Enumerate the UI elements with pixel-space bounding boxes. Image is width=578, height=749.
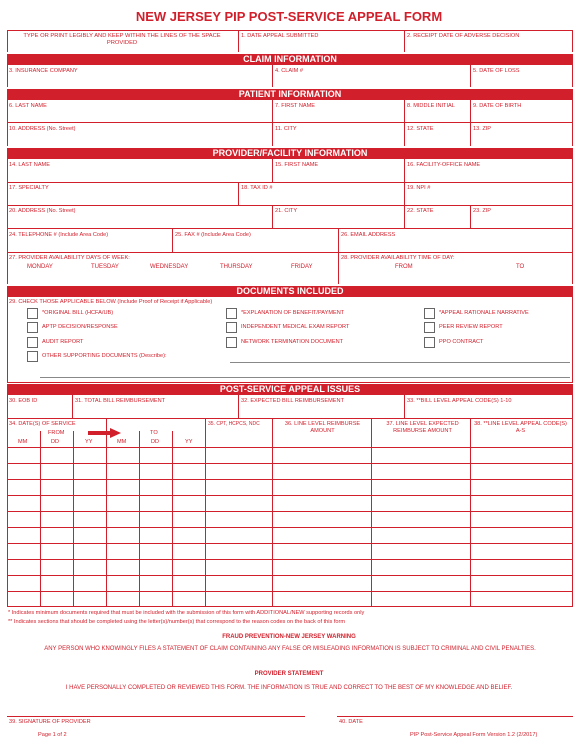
aptp-label: APTP DECISION/RESPONSE bbox=[42, 324, 118, 330]
patient-last-name-field[interactable]: 6. LAST NAME bbox=[9, 103, 47, 109]
availability-days-label: 27. PROVIDER AVAILABILITY DAYS OF WEEK: bbox=[9, 255, 130, 261]
ppo-contract-checkbox[interactable] bbox=[424, 337, 435, 348]
date-of-loss-field[interactable]: 5. DATE OF LOSS bbox=[473, 68, 520, 74]
time-to-field[interactable]: TO bbox=[516, 264, 525, 270]
col-line-appeal-codes: 38. **LINE LEVEL APPEAL CODE(S) A-S bbox=[474, 421, 567, 434]
form-version: PIP Post-Service Appeal Form Version 1.2 (2/2017) bbox=[410, 732, 538, 738]
receipt-date-field[interactable]: 2. RECEIPT DATE OF ADVERSE DECISION bbox=[407, 33, 520, 39]
eob-label: *EXPLANATION OF BENEFIT/PAYMENT bbox=[241, 310, 345, 316]
facility-office-name-field[interactable]: 16. FACILITY-OFFICE NAME bbox=[407, 162, 481, 168]
col-cpt-hcpcs-ndc: 35. CPT, HCPCS, NDC bbox=[208, 421, 260, 427]
day-wednesday[interactable]: WEDNESDAY bbox=[150, 264, 189, 270]
provider-address-field[interactable]: 20. ADDRESS (No. Street) bbox=[9, 208, 76, 214]
eob-checkbox[interactable] bbox=[226, 308, 237, 319]
table-row[interactable] bbox=[7, 463, 573, 464]
signature-line[interactable] bbox=[7, 716, 305, 717]
other-documents-line-2[interactable] bbox=[40, 377, 570, 378]
col-to-mm: MM bbox=[117, 439, 127, 445]
form-title: NEW JERSEY PIP POST-SERVICE APPEAL FORM bbox=[135, 9, 443, 24]
other-documents-checkbox[interactable] bbox=[27, 351, 38, 362]
provider-info-header: PROVIDER/FACILITY INFORMATION bbox=[7, 148, 573, 159]
table-row[interactable] bbox=[7, 495, 573, 496]
table-row[interactable] bbox=[7, 559, 573, 560]
appeal-issues-header: POST-SERVICE APPEAL ISSUES bbox=[7, 384, 573, 395]
col-from-mm: MM bbox=[18, 439, 28, 445]
patient-info-header: PATIENT INFORMATION bbox=[7, 89, 573, 100]
availability-time-label: 28. PROVIDER AVAILABILITY TIME OF DAY: bbox=[341, 255, 455, 261]
to-label: TO bbox=[150, 430, 158, 436]
peer-review-label: PEER REVIEW REPORT bbox=[439, 324, 503, 330]
table-row[interactable] bbox=[7, 591, 573, 592]
appeal-rationale-checkbox[interactable] bbox=[424, 308, 435, 319]
day-thursday[interactable]: THURSDAY bbox=[220, 264, 253, 270]
dates-of-service-label: 34. DATE(S) OF SERVICE bbox=[9, 421, 76, 427]
col-to-yy: YY bbox=[185, 439, 193, 445]
claim-number-field[interactable]: 4. CLAIM # bbox=[275, 68, 303, 74]
other-documents-line-1[interactable] bbox=[230, 362, 570, 363]
table-row[interactable] bbox=[7, 543, 573, 544]
col-line-reimburse-amount: 36. LINE LEVEL REIMBURSE AMOUNT bbox=[284, 421, 361, 434]
aptp-checkbox[interactable] bbox=[27, 322, 38, 333]
provider-first-name-field[interactable]: 15. FIRST NAME bbox=[275, 162, 319, 168]
form-top-border bbox=[7, 30, 573, 31]
table-row[interactable] bbox=[7, 511, 573, 512]
npi-field[interactable]: 19. NPI # bbox=[407, 185, 431, 191]
table-row[interactable] bbox=[7, 575, 573, 576]
insurance-company-field[interactable]: 3. INSURANCE COMPANY bbox=[9, 68, 78, 74]
col-line-expected-amount: 37. LINE LEVEL EXPECTED REIMBURSE AMOUNT bbox=[386, 421, 459, 434]
ppo-contract-label: PPO CONTRACT bbox=[439, 339, 484, 345]
provider-state-field[interactable]: 22. STATE bbox=[407, 208, 434, 214]
provider-zip-field[interactable]: 23. ZIP bbox=[473, 208, 492, 214]
claim-info-header: CLAIM INFORMATION bbox=[7, 54, 573, 65]
bill-level-appeal-codes-field[interactable]: 33. **BILL LEVEL APPEAL CODE(S) 1-10 bbox=[407, 398, 512, 404]
date-line[interactable] bbox=[337, 716, 573, 717]
table-row[interactable] bbox=[7, 527, 573, 528]
audit-report-label: AUDIT REPORT bbox=[42, 339, 84, 345]
ime-report-checkbox[interactable] bbox=[226, 322, 237, 333]
network-termination-label: NETWORK TERMINATION DOCUMENT bbox=[241, 339, 344, 345]
documents-instructions: 29. CHECK THOSE APPLICABLE BELOW (Include Proof of Receipt if Applicable) bbox=[9, 299, 213, 305]
documents-header: DOCUMENTS INCLUDED bbox=[7, 286, 573, 297]
patient-state-field[interactable]: 12. STATE bbox=[407, 126, 434, 132]
tax-id-field[interactable]: 18. TAX ID # bbox=[241, 185, 273, 191]
instructions-text: TYPE OR PRINT LEGIBLY AND KEEP WITHIN THE LINES OF THE SPACE PROVIDED bbox=[23, 33, 221, 46]
email-field[interactable]: 26. EMAIL ADDRESS bbox=[341, 232, 396, 238]
from-label: FROM bbox=[48, 430, 65, 436]
fraud-warning-heading: FRAUD PREVENTION-NEW JERSEY WARNING bbox=[222, 634, 356, 640]
patient-zip-field[interactable]: 13. ZIP bbox=[473, 126, 492, 132]
note-reason-codes: ** Indicates sections that should be completed using the letter(s)/number(s) that correspond to the reason codes on the back of this form bbox=[8, 619, 346, 625]
day-tuesday[interactable]: TUESDAY bbox=[91, 264, 119, 270]
day-monday[interactable]: MONDAY bbox=[27, 264, 53, 270]
network-termination-checkbox[interactable] bbox=[226, 337, 237, 348]
time-from-field[interactable]: FROM bbox=[395, 264, 413, 270]
specialty-field[interactable]: 17. SPECIALTY bbox=[9, 185, 49, 191]
note-required-docs: * Indicates minimum documents required that must be included with the submission of this form with ADDITIONAL/NEW supporting records only bbox=[8, 610, 365, 616]
patient-dob-field[interactable]: 9. DATE OF BIRTH bbox=[473, 103, 522, 109]
signature-of-provider-field[interactable]: 39. SIGNATURE OF PROVIDER bbox=[9, 719, 91, 725]
expected-bill-reimbursement-field[interactable]: 32. EXPECTED BILL REIMBURSEMENT bbox=[241, 398, 344, 404]
fraud-warning-text: ANY PERSON WHO KNOWINGLY FILES A STATEMENT OF CLAIM CONTAINING ANY FALSE OR MISLEADING INFORMATION IS SUBJECT TO CRIMINAL AND CIVIL PENALTIES. bbox=[44, 646, 536, 652]
ime-report-label: INDEPENDENT MEDICAL EXAM REPORT bbox=[241, 324, 350, 330]
provider-statement-heading: PROVIDER STATEMENT bbox=[254, 671, 324, 677]
table-row[interactable] bbox=[7, 606, 573, 607]
patient-city-field[interactable]: 11. CITY bbox=[275, 126, 297, 132]
col-from-yy: YY bbox=[85, 439, 93, 445]
date-appeal-submitted-field[interactable]: 1. DATE APPEAL SUBMITTED bbox=[241, 33, 319, 39]
patient-address-field[interactable]: 10. ADDRESS (No. Street) bbox=[9, 126, 76, 132]
provider-city-field[interactable]: 21. CITY bbox=[275, 208, 298, 214]
telephone-field[interactable]: 24. TELEPHONE # (Include Area Code) bbox=[9, 232, 109, 238]
col-from-dd: DD bbox=[51, 439, 60, 445]
table-row[interactable] bbox=[7, 479, 573, 480]
patient-first-name-field[interactable]: 7. FIRST NAME bbox=[275, 103, 315, 109]
page-number: Page 1 of 2 bbox=[38, 732, 67, 738]
arrow-right-icon bbox=[88, 428, 122, 438]
other-documents-label: OTHER SUPPORTING DOCUMENTS (Describe): bbox=[42, 353, 167, 359]
provider-last-name-field[interactable]: 14. LAST NAME bbox=[9, 162, 50, 168]
provider-statement-text: I HAVE PERSONALLY COMPLETED OR REVIEWED THIS FORM. THE INFORMATION IS TRUE AND CORRECT TO THE BEST OF MY KNOWLEDGE AND BELIEF. bbox=[65, 685, 513, 691]
original-bill-checkbox[interactable] bbox=[27, 308, 38, 319]
original-bill-label: *ORIGINAL BILL (HCFA/UB) bbox=[42, 310, 114, 316]
total-bill-reimbursement-field[interactable]: 31. TOTAL BILL REIMBURSEMENT bbox=[75, 398, 166, 404]
col-to-dd: DD bbox=[151, 439, 160, 445]
appeal-rationale-label: *APPEAL RATIONALE NARRATIVE bbox=[439, 310, 529, 316]
fax-field[interactable]: 25. FAX # (Include Area Code) bbox=[175, 232, 251, 238]
peer-review-checkbox[interactable] bbox=[424, 322, 435, 333]
audit-report-checkbox[interactable] bbox=[27, 337, 38, 348]
day-friday[interactable]: FRIDAY bbox=[291, 264, 313, 270]
patient-middle-initial-field[interactable]: 8. MIDDLE INITIAL bbox=[407, 103, 455, 109]
signature-date-field[interactable]: 40. DATE bbox=[339, 719, 363, 725]
eob-id-field[interactable]: 30. EOB ID bbox=[9, 398, 38, 404]
